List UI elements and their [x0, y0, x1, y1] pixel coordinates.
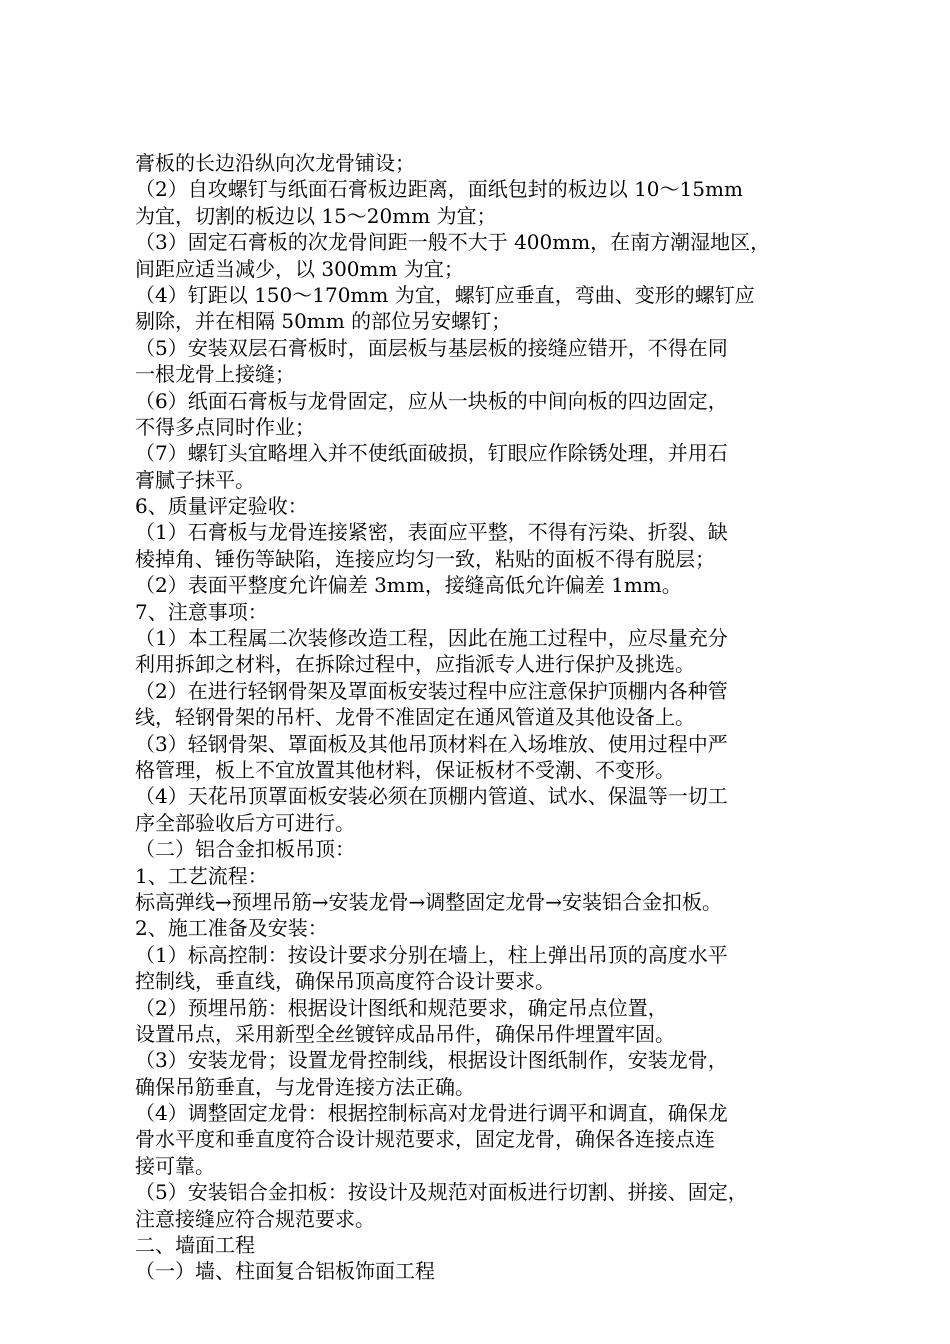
- section-heading: 2、施工准备及安装：: [135, 916, 328, 941]
- section-heading: （一）墙、柱面复合铝板饰面工程: [135, 1259, 435, 1284]
- text-line: （4）天花吊顶罩面板安装必须在顶棚内管道、试水、保温等一切工: [135, 784, 728, 809]
- text-line: （7）螺钉头宜略埋入并不使纸面破损，钉眼应作除锈处理，并用石: [135, 441, 728, 466]
- text-line: 注意接缝应符合规范要求。: [135, 1206, 375, 1231]
- text-line: （4）调整固定龙骨：根据控制标高对龙骨进行调平和调直，确保龙: [135, 1101, 728, 1126]
- text-line: 设置吊点，采用新型全丝镀锌成品吊件，确保吊件埋置牢固。: [135, 1021, 675, 1046]
- text-line: （1）标高控制：按设计要求分别在墙上，柱上弹出吊顶的高度水平: [135, 942, 728, 967]
- text-line: 线，轻钢骨架的吊杆、龙骨不准固定在通风管道及其他设备上。: [135, 705, 695, 730]
- text-line: （1）本工程属二次装修改造工程，因此在施工过程中，应尽量充分: [135, 626, 728, 651]
- text-line: （2）在进行轻钢骨架及罩面板安装过程中应注意保护顶棚内各种管: [135, 678, 728, 703]
- text-line: （5）安装铝合金扣板：按设计及规范对面板进行切割、拼接、固定，: [135, 1180, 748, 1205]
- text-line: 骨水平度和垂直度符合设计规范要求，固定龙骨，确保各连接点连: [135, 1127, 715, 1152]
- text-line: （2）表面平整度允许偏差 3mm，接缝高低允许偏差 1mm。: [135, 573, 682, 598]
- text-line: 标高弹线→预埋吊筋→安装龙骨→调整固定龙骨→安装铝合金扣板。: [135, 889, 723, 914]
- text-line: （3）轻钢骨架、罩面板及其他吊顶材料在入场堆放、使用过程中严: [135, 731, 728, 756]
- text-line: 棱掉角、锤伤等缺陷，连接应均匀一致，粘贴的面板不得有脱层；: [135, 546, 715, 571]
- text-line: 接可靠。: [135, 1153, 215, 1178]
- text-line: 膏腻子抹平。: [135, 467, 255, 492]
- section-heading: 1、工艺流程：: [135, 863, 268, 888]
- text-line: 格管理，板上不宜放置其他材料，保证板材不受潮、不变形。: [135, 757, 675, 782]
- text-line: 利用拆卸之材料，在拆除过程中，应指派专人进行保护及挑选。: [135, 652, 695, 677]
- text-line: 膏板的长边沿纵向次龙骨铺设；: [135, 151, 415, 175]
- text-line: 剔除，并在相隔 50mm 的部位另安螺钉；: [135, 309, 512, 334]
- text-line: （2）预埋吊筋：根据设计图纸和规范要求，确定吊点位置，: [135, 995, 668, 1020]
- text-line: （3）固定石膏板的次龙骨间距一般不大于 400mm，在南方潮湿地区，: [135, 230, 771, 255]
- text-line: （3）安装龙骨；设置龙骨控制线，根据设计图纸制作，安装龙骨，: [135, 1048, 728, 1073]
- section-heading: 二、墙面工程: [135, 1233, 255, 1258]
- section-heading: 6、质量评定验收：: [135, 494, 308, 519]
- text-line: 间距应适当减少，以 300mm 为宜；: [135, 256, 464, 281]
- document-body: [135, 150, 825, 1285]
- text-line: 不得多点同时作业；: [135, 414, 315, 439]
- text-line: 为宜，切割的板边以 15～20mm 为宜；: [135, 203, 497, 228]
- text-line: （5）安装双层石膏板时，面层板与基层板的接缝应错开，不得在同: [135, 335, 728, 360]
- text-line: （6）纸面石膏板与龙骨固定，应从一块板的中间向板的四边固定，: [135, 388, 728, 413]
- section-heading: （二）铝合金扣板吊顶：: [135, 837, 355, 862]
- section-heading: 7、注意事项：: [135, 599, 268, 624]
- text-line: （2）自攻螺钉与纸面石膏板边距离，面纸包封的板边以 10～15mm: [135, 177, 743, 202]
- text-line: （4）钉距以 150～170mm 为宜，螺钉应垂直，弯曲、变形的螺钉应: [135, 282, 755, 307]
- text-line: 序全部验收后方可进行。: [135, 810, 355, 835]
- text-line: 一根龙骨上接缝；: [135, 362, 295, 387]
- text-line: 确保吊筋垂直，与龙骨连接方法正确。: [135, 1074, 475, 1099]
- text-line: 控制线，垂直线，确保吊顶高度符合设计要求。: [135, 969, 555, 994]
- text-line: （1）石膏板与龙骨连接紧密，表面应平整，不得有污染、折裂、缺: [135, 520, 728, 545]
